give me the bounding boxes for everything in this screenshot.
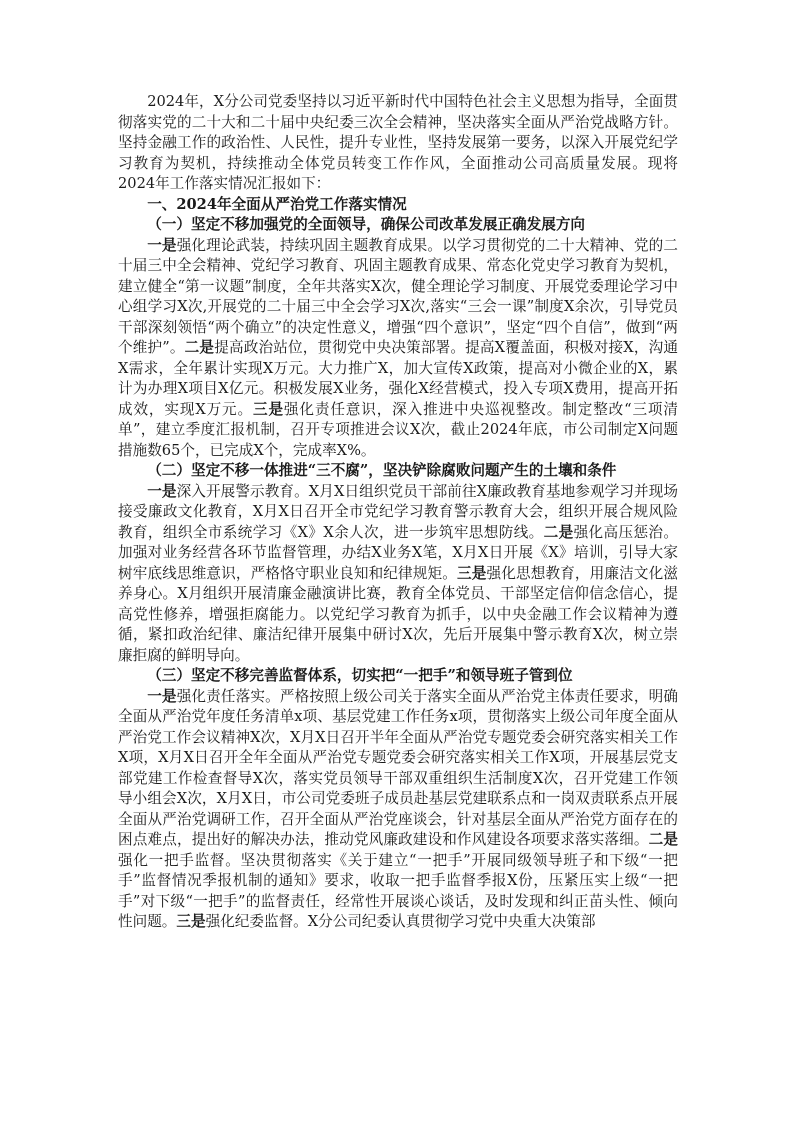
subsection-1-heading: （一）坚定不移加强党的全面领导，确保公司改革发展正确发展方向 <box>147 216 586 233</box>
intro-paragraph: 2024年，X分公司党委坚持以习近平新时代中国特色社会主义思想为指导，全面贯彻落实党的二十大和二十届中央纪委三次全会精神，坚决落实全面从严治党战略方针。坚持金融工作的政治性、人民性，提升专业性，坚持发展第一要务，以深入开展党纪学习教育为契机，持续推动全体党员转变工作作风，全面推动公司高质量发展。现将2024年工作落实情况汇报如下： <box>118 93 678 192</box>
point-text: 强化高压惩治。加强对业务经营各环节监督管理，办结X业务X笔，X月X日开展《X》培训，引导大家树牢底线思维意识，严格恪守职业良知和纪律规矩。 <box>118 523 678 582</box>
point-lead: 三是 <box>252 400 284 418</box>
subsection-2-paragraph <box>118 482 678 667</box>
point-lead: 一是 <box>147 482 177 500</box>
point-lead: 二是 <box>184 339 215 356</box>
point-text: 提高政治站位，贯彻党中央决策部署。提高X覆盖面，积极对接X，沟通X需求，全年累计实现X万元。大力推广X，加大宣传X政策，提高对小微企业的X，累计为办理X项目X亿元。积极发展X业务，强化X经营模式，投入专项X费用，提高开拓成效，实现X万元。 <box>118 339 678 418</box>
point-lead: 一是 <box>147 236 177 254</box>
subsection-1-paragraph <box>118 236 678 462</box>
point-text: 强化责任意识，深入推进中央巡视整改。制定整改“三项清单”，建立季度汇报机制，召开专项推进会议X次，截止2024年底，市公司制定X问题措施数65个，已完成X个，完成率X%。 <box>118 400 678 459</box>
point-text: 强化思想教育，用廉洁文化滋养身心。X月组织开展清廉金融演讲比赛，教育全体党员、干部坚定信仰信念信心，提高党性修养，增强拒腐能力。以党纪学习教育为抓手，以中央金融工作会议精神为遵循，紧扣政治纪律、廉洁纪律开展集中研讨X次，先后开展集中警示教育X次，树立崇廉拒腐的鲜明导向。 <box>118 564 678 664</box>
subsection-3-paragraph <box>118 687 678 933</box>
point-lead: 一是 <box>147 687 177 705</box>
subsection-3-heading: （三）坚定不移完善监督体系，切实把“一把手”和领导班子管到位 <box>147 667 573 684</box>
point-lead: 二是 <box>543 523 574 541</box>
section-1-heading: 一、2024年全面从严治党工作落实情况 <box>147 195 407 213</box>
point-lead: 二是 <box>648 831 678 848</box>
point-text: 强化一把手监督。坚决贯彻落实《关于建立“一把手”开展同级领导班子和下级“一把手”监督情况季报机制的通知》要求，收取一把手监督季报X份，压紧压实上级“一把手”对下级“一把手”的监督责任，经常性开展谈心谈话，及时发现和纠正苗头性、倾向性问题。 <box>118 851 678 930</box>
subsection-2-heading: （二）坚定不移一体推进“三不腐”，坚决铲除腐败问题产生的土壤和条件 <box>147 462 617 479</box>
document-body <box>118 92 678 933</box>
point-text: 强化责任落实。严格按照上级公司关于落实全面从严治党主体责任要求，明确全面从严治党年度任务清单x项、基层党建工作任务x项，贯彻落实上级公司年度全面从严治党工作会议精神X次，X月X日召开半年全面从严治党专题党委会研究落实相关工作X项，X月X日召开全年全面从严治党专题党委会研究落实相关工作X项，开展基层党支部党建工作检查督导X次，落实党员领导干部双重组织生活制度X次，召开党建工作领导小组会X次，X月X日，市公司党委班子成员赴基层党建联系点和一岗双责联系点开展全面从严治党调研工作，召开全面从严治党座谈会，针对基层全面从严治党方面存在的困点难点，提出好的解决办法，推动党风廉政建设和作风建设各项要求落实落细。 <box>118 687 678 848</box>
point-text: 深入开展警示教育。X月X日组织党员干部前往X廉政教育基地参观学习并现场接受廉政文化教育，X月X日召开全市党纪学习教育警示教育大会，组织开展合规风险教育，组织全市系统学习《X》X余人次，进一步筑牢思想防线。 <box>118 482 678 541</box>
point-text: 强化理论武装，持续巩固主题教育成果。以学习贯彻党的二十大精神、党的二十届三中全会精神、党纪学习教育、巩固主题教育成果、常态化党史学习教育为契机，建立健全“第一议题”制度，全年共落实X次，健全理论学习制度、开展党委理论学习中心组学习X次,开展党的二十届三中全会学习X次,落实“三会一课”制度X余次，引导党员干部深刻领悟“两个确立”的决定性意义，增强“四个意识”，坚定“四个自信”，做到“两个维护”。 <box>118 236 678 356</box>
point-text: 强化纪委监督。X分公司纪委认真贯彻学习党中央重大决策部 <box>205 913 596 930</box>
point-lead: 三是 <box>176 913 206 930</box>
point-lead: 三是 <box>457 564 487 582</box>
